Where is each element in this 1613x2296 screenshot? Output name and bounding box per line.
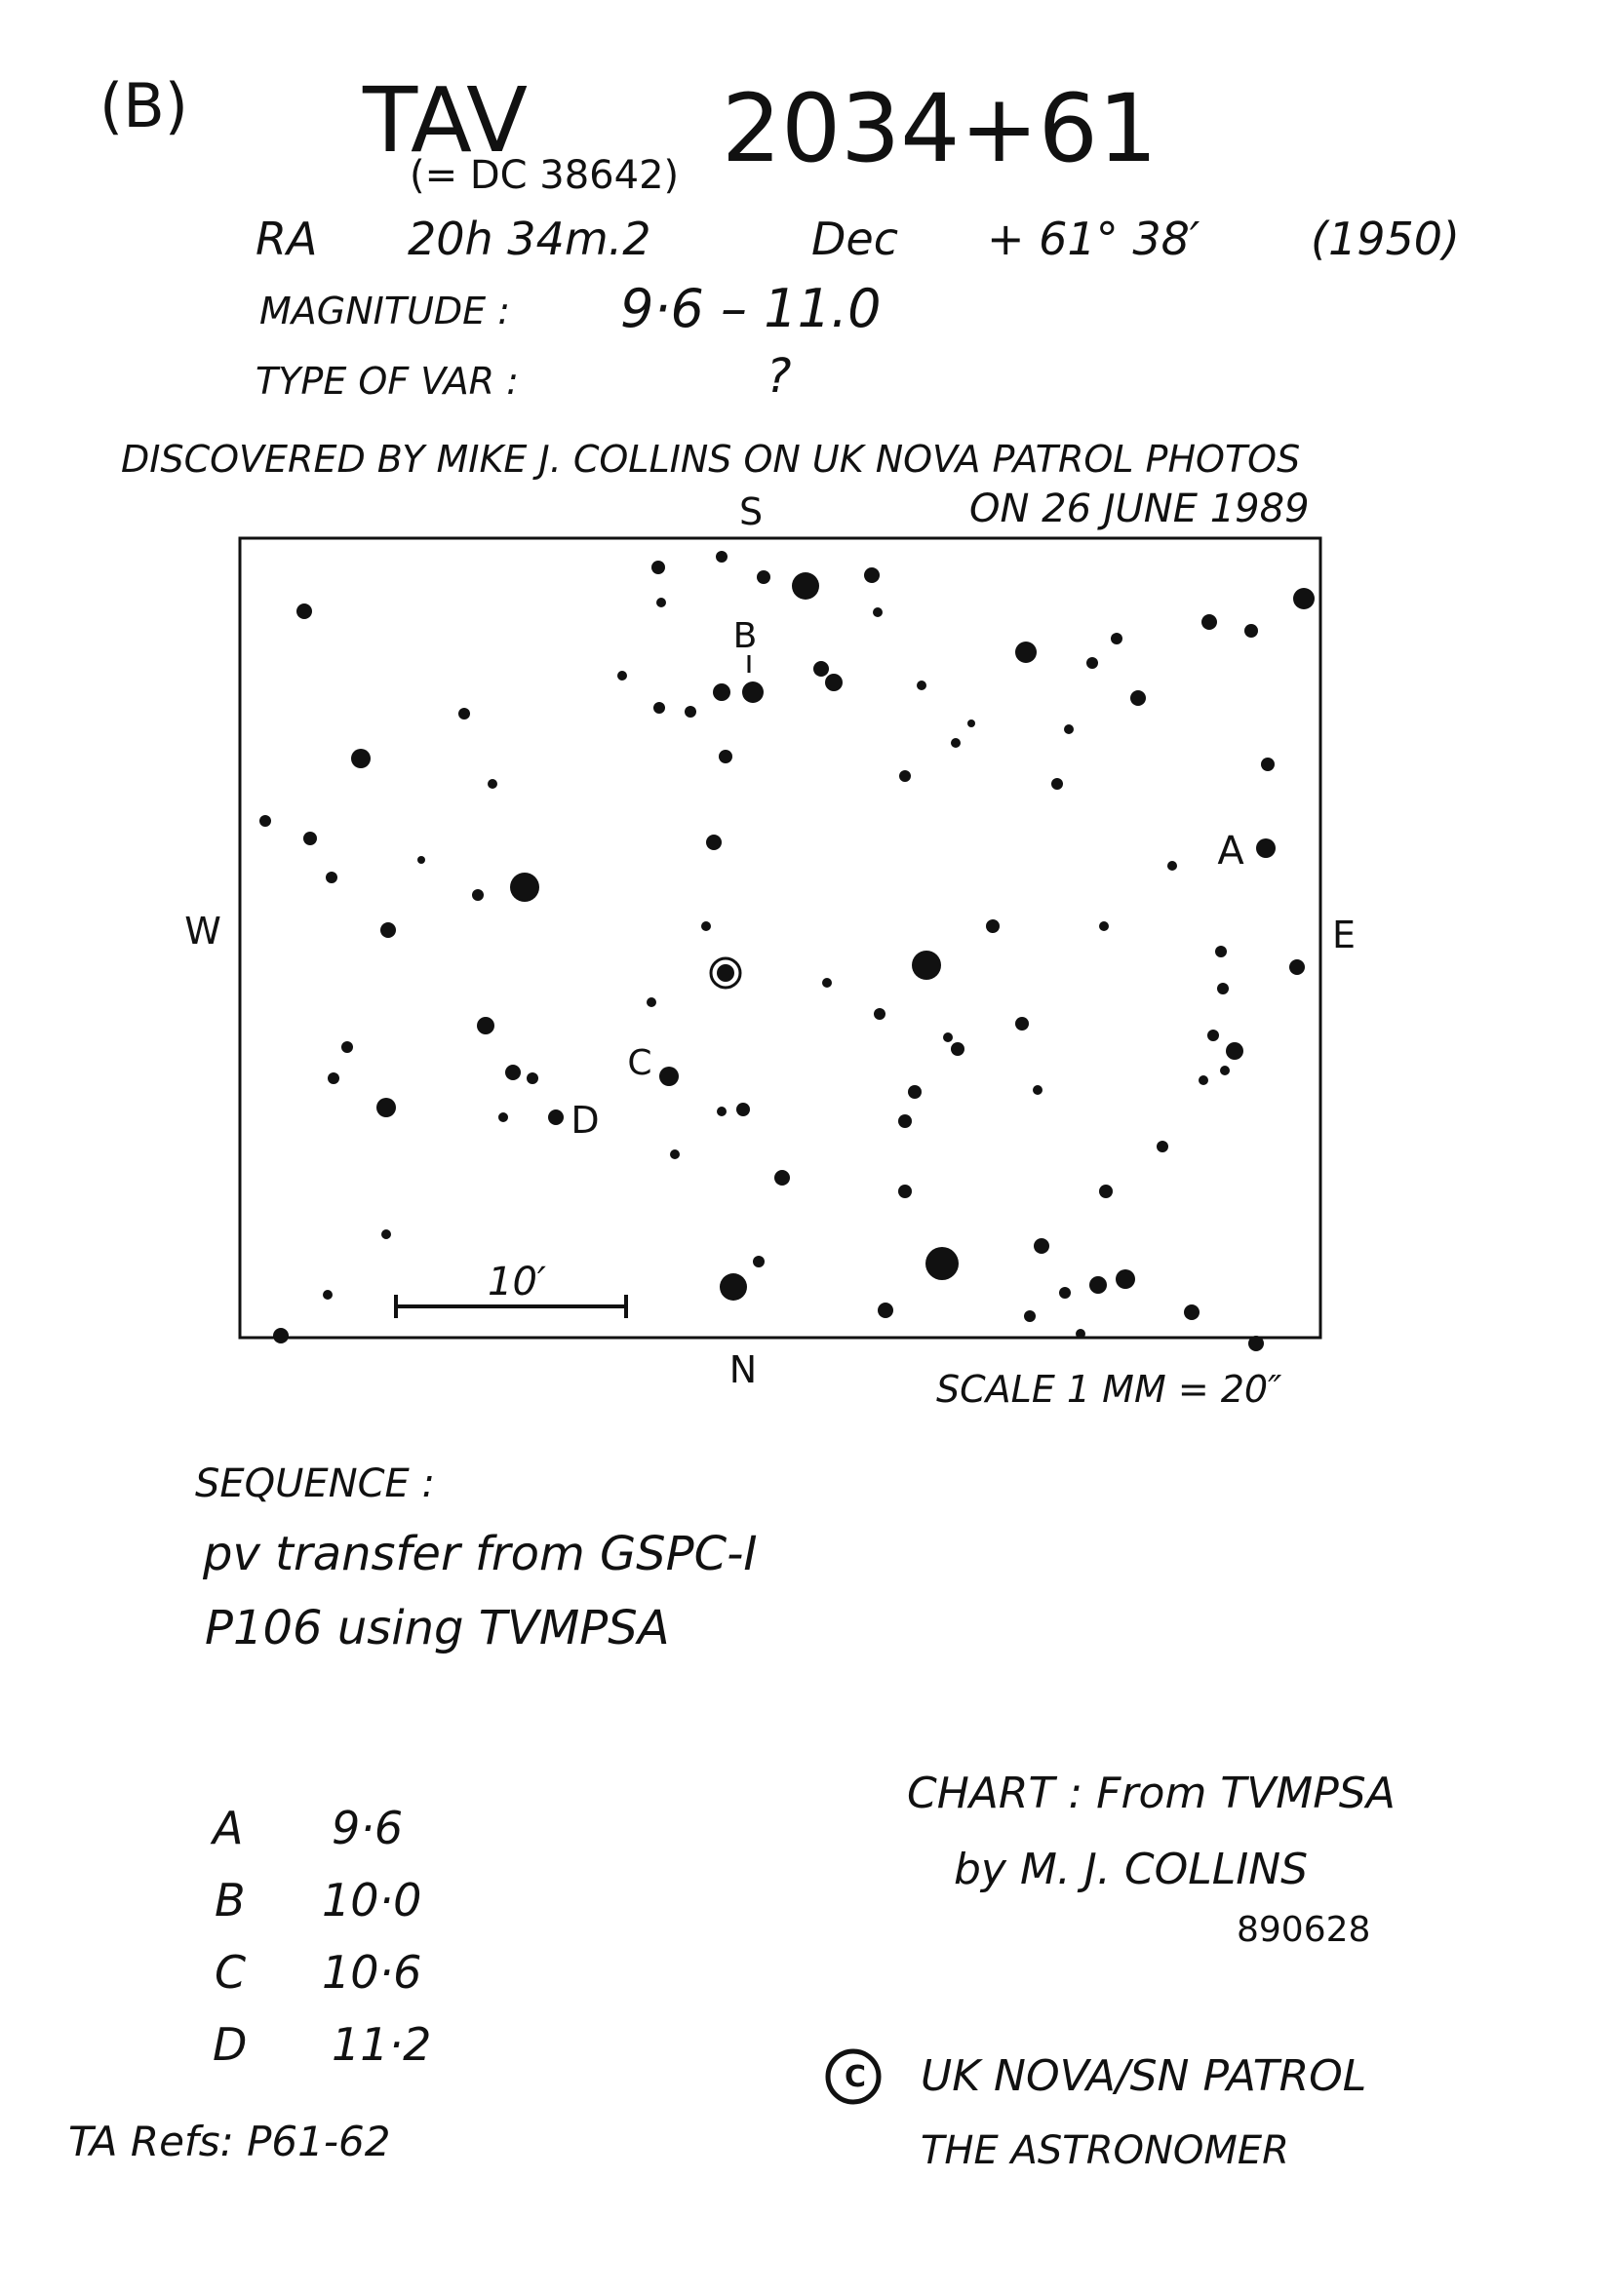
field-star	[742, 681, 764, 703]
sequence-line-1: pv transfer from GSPC-I	[203, 1527, 758, 1581]
field-star	[713, 683, 730, 701]
sequence-mag-c: 10·6	[322, 1946, 422, 1999]
field-star	[1184, 1304, 1200, 1320]
field-star	[873, 607, 883, 617]
field-star	[864, 567, 880, 583]
field-star	[1024, 1310, 1036, 1322]
field-star	[1201, 614, 1217, 630]
field-star	[458, 708, 470, 720]
field-star	[943, 1032, 953, 1042]
field-star	[898, 1185, 912, 1198]
field-star	[1051, 778, 1063, 790]
field-star	[825, 674, 843, 691]
chart-credit: CHART : From TVMPSA	[907, 1769, 1396, 1818]
field-star	[720, 1273, 747, 1301]
field-star	[1289, 959, 1305, 975]
field-star	[1217, 983, 1229, 994]
field-star	[1111, 633, 1122, 644]
field-star	[813, 661, 829, 677]
field-star	[303, 832, 317, 845]
field-star	[1130, 690, 1146, 706]
publication-credit: THE ASTRONOMER	[921, 2128, 1289, 2173]
sequence-star-d: D	[213, 2018, 248, 2071]
field-star	[259, 815, 271, 827]
chart-frame	[240, 538, 1320, 1338]
field-star	[1089, 1276, 1107, 1294]
field-star	[685, 706, 696, 718]
field-star	[753, 1256, 765, 1267]
field-star	[472, 889, 484, 901]
field-star	[273, 1328, 289, 1343]
field-star	[656, 598, 666, 607]
type-value: ?	[767, 349, 792, 404]
field-star	[951, 738, 961, 748]
field-star	[1015, 1017, 1029, 1031]
field-star	[498, 1112, 508, 1122]
field-star	[527, 1072, 538, 1084]
field-star	[706, 835, 722, 850]
field-star	[1167, 861, 1177, 871]
sequence-title: SEQUENCE :	[195, 1461, 436, 1506]
direction-west: W	[184, 910, 221, 953]
field-star	[505, 1065, 521, 1080]
direction-south: S	[738, 490, 764, 533]
sequence-mag-b: 10·0	[322, 1874, 422, 1926]
field-star	[296, 603, 312, 619]
field-star	[774, 1170, 790, 1186]
field-star	[912, 951, 941, 980]
ta-refs: TA Refs: P61-62	[68, 2118, 391, 2165]
field-star	[381, 1229, 391, 1239]
comparison-label-a: A	[1217, 829, 1244, 874]
field-star	[617, 671, 627, 681]
dec-value: + 61° 38′	[987, 213, 1200, 265]
field-star	[1099, 1185, 1113, 1198]
comparison-label-d: D	[570, 1099, 600, 1142]
scale-bar-label: 10′	[488, 1260, 546, 1304]
field-star	[967, 720, 975, 727]
field-star	[925, 1247, 959, 1280]
discovery-line-1: DISCOVERED BY MIKE J. COLLINS ON UK NOVA PATROL PHOTOS	[121, 438, 1301, 481]
field-star	[1157, 1141, 1168, 1152]
field-star	[670, 1149, 680, 1159]
field-star	[651, 561, 665, 574]
variable-star-marker	[711, 958, 740, 988]
type-label: TYPE OF VAR :	[256, 360, 519, 403]
field-star	[1034, 1238, 1049, 1254]
field-star	[323, 1290, 333, 1300]
field-star	[822, 978, 832, 988]
field-star	[326, 872, 337, 883]
field-star	[653, 702, 665, 714]
field-star	[1015, 642, 1037, 663]
field-star	[1076, 1329, 1085, 1339]
field-star	[417, 856, 425, 864]
discovery-line-2: ON 26 JUNE 1989	[969, 486, 1310, 531]
field-star	[951, 1042, 964, 1056]
sequence-mag-a: 9·6	[332, 1802, 404, 1854]
comparison-label-b: B	[732, 616, 758, 656]
field-star	[908, 1085, 922, 1099]
field-star	[1248, 1336, 1264, 1351]
field-star	[1116, 1269, 1135, 1289]
field-star	[647, 997, 656, 1007]
magnitude-value: 9·6 – 11.0	[620, 278, 882, 339]
author-credit: by M. J. COLLINS	[954, 1845, 1309, 1894]
sequence-mag-d: 11·2	[332, 2018, 432, 2071]
copyright-c: C	[845, 2060, 867, 2094]
field-star	[380, 922, 396, 938]
field-star	[1220, 1066, 1230, 1075]
sequence-line-2: P106 using TVMPSA	[205, 1601, 670, 1655]
chart-label: (B)	[99, 70, 188, 141]
direction-north: N	[728, 1348, 758, 1391]
field-star	[341, 1041, 353, 1053]
field-star	[1064, 724, 1074, 734]
field-star	[986, 919, 1000, 933]
dec-label: Dec	[811, 213, 899, 265]
field-star	[1256, 838, 1276, 858]
field-star	[1207, 1030, 1219, 1041]
field-star	[328, 1072, 339, 1084]
field-star	[1099, 921, 1109, 931]
field-star	[716, 551, 728, 563]
field-star	[510, 873, 539, 902]
field-star	[548, 1109, 564, 1125]
field-star	[1086, 657, 1098, 669]
field-star	[792, 572, 819, 600]
field-star	[878, 1303, 893, 1318]
direction-east: E	[1331, 914, 1357, 956]
star-designation: 2034+61	[722, 74, 1158, 183]
sequence-star-b: B	[215, 1874, 246, 1926]
field-star	[1261, 758, 1275, 771]
tav-title: TAV	[363, 68, 529, 173]
comparison-label-c: C	[627, 1043, 652, 1083]
ra-label: RA	[256, 213, 318, 265]
field-star	[757, 570, 770, 584]
field-star	[488, 779, 497, 789]
field-star	[1215, 946, 1227, 957]
field-star	[701, 921, 711, 931]
field-star	[899, 770, 911, 782]
field-star	[719, 750, 732, 763]
epoch: (1950)	[1311, 213, 1460, 265]
field-star	[1059, 1287, 1071, 1299]
field-star	[1293, 588, 1315, 609]
magnitude-label: MAGNITUDE :	[259, 290, 511, 332]
field-star	[917, 681, 926, 690]
field-star	[659, 1067, 679, 1086]
field-star	[874, 1008, 885, 1020]
field-star	[717, 1107, 727, 1116]
field-star	[1199, 1075, 1208, 1085]
field-star	[1244, 624, 1258, 638]
patrol-credit: UK NOVA/SN PATROL	[921, 2051, 1367, 2101]
chart-scale: SCALE 1 MM = 20″	[936, 1368, 1282, 1411]
ra-value: 20h 34m.2	[408, 213, 651, 265]
field-star	[376, 1098, 396, 1117]
field-star	[898, 1114, 912, 1128]
sequence-star-c: C	[215, 1946, 247, 1999]
field-star	[1033, 1085, 1043, 1095]
alias-designation: (= DC 38642)	[410, 153, 680, 198]
field-star	[736, 1103, 750, 1116]
field-star	[351, 749, 371, 768]
sequence-star-a: A	[213, 1802, 244, 1854]
field-star	[1226, 1042, 1243, 1060]
field-stars	[259, 551, 1315, 1351]
field-star	[477, 1017, 494, 1034]
date-code: 890628	[1237, 1910, 1371, 1950]
